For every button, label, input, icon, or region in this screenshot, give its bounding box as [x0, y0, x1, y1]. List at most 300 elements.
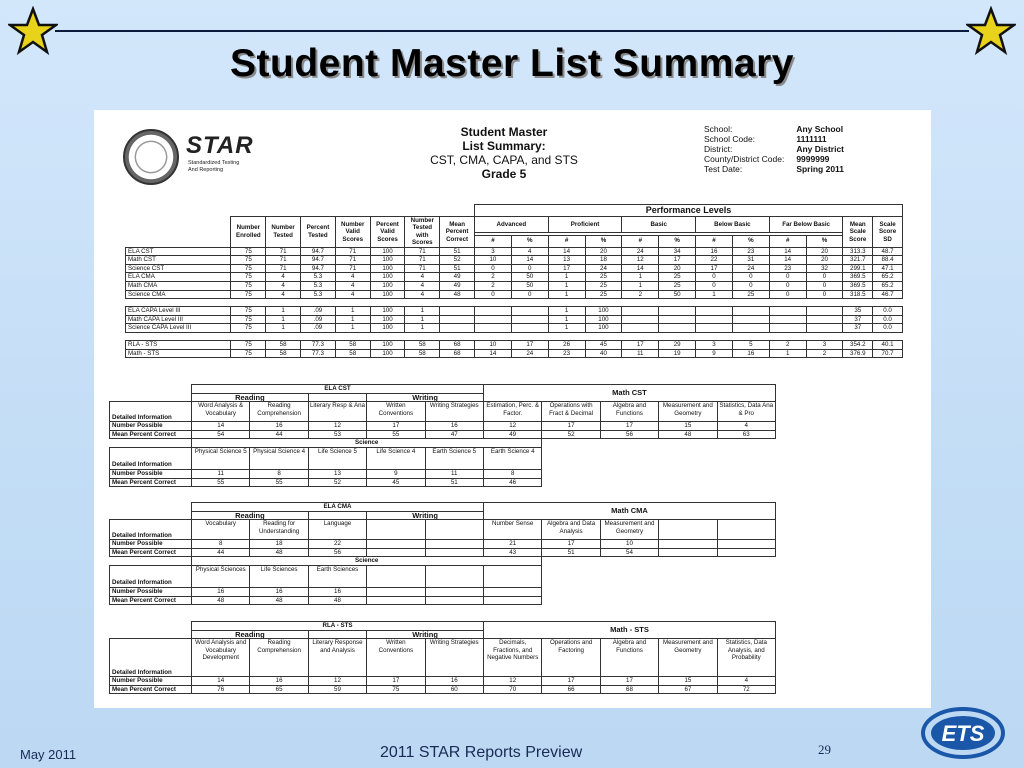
table-cell: 17: [542, 540, 600, 549]
ela-cma-math-cma-table: [109, 502, 834, 605]
table-cell: 40.1: [873, 340, 903, 349]
table-cell: 75: [231, 324, 266, 333]
table-cell: 1: [696, 290, 733, 299]
column-header: Earth Science 5: [425, 447, 483, 469]
table-cell: [511, 332, 548, 340]
section-title: ELA CMA: [192, 503, 484, 512]
table-cell: 12: [622, 256, 659, 265]
table-row: [110, 402, 834, 422]
table-row: [126, 282, 903, 291]
table-cell: 14: [511, 256, 548, 265]
table-cell: 100: [370, 256, 405, 265]
column-header: Life Science 4: [367, 447, 425, 469]
table-cell: [775, 430, 833, 439]
table-row: [126, 264, 903, 273]
table-cell: 50: [511, 282, 548, 291]
table-cell: 4: [335, 273, 370, 282]
info-value: 1111111: [796, 134, 827, 144]
table-cell: 100: [370, 273, 405, 282]
section-title: RLA - STS: [192, 622, 484, 631]
info-label: County/District Code:: [704, 154, 785, 164]
table-cell: 34: [659, 247, 696, 256]
table-cell: 1: [548, 290, 585, 299]
table-cell: [775, 422, 833, 431]
table-cell: 94.7: [301, 256, 336, 265]
column-header: Number Enrolled: [231, 217, 266, 248]
column-header: [659, 520, 717, 540]
table-cell: 369.5: [843, 273, 873, 282]
table-cell: 17: [600, 422, 658, 431]
info-label: Test Date:: [704, 164, 743, 174]
table-cell: 0: [806, 273, 843, 282]
table-cell: 71: [266, 264, 301, 273]
table-cell: [659, 540, 717, 549]
table-cell: [659, 332, 696, 340]
table-cell: 3: [806, 340, 843, 349]
table-cell: [231, 299, 266, 307]
table-cell: [659, 548, 717, 557]
table-cell: 11: [192, 469, 250, 478]
table-cell: 17: [542, 422, 600, 431]
row-label: ELA CMA: [126, 273, 231, 282]
table-cell: 71: [266, 256, 301, 265]
table-cell: [696, 324, 733, 333]
table-cell: 1: [405, 315, 440, 324]
table-cell: [308, 393, 366, 402]
table-cell: [440, 332, 475, 340]
table-row: [126, 256, 903, 265]
table-cell: 17: [659, 256, 696, 265]
ela-cst-math-cst-table: [109, 384, 834, 487]
table-cell: 10: [600, 540, 658, 549]
table-cell: 20: [806, 247, 843, 256]
column-header: [367, 520, 425, 540]
table-cell: 70: [484, 685, 542, 694]
table-cell: [622, 315, 659, 324]
table-cell: %: [585, 235, 622, 247]
table-cell: 50: [511, 273, 548, 282]
table-cell: [775, 402, 833, 422]
table-cell: 55: [192, 478, 250, 487]
table-cell: 100: [370, 247, 405, 256]
writing-header: Writing: [367, 393, 484, 402]
svg-text:ETS: ETS: [941, 721, 985, 746]
table-cell: 77.3: [301, 349, 336, 358]
table-cell: 68: [440, 340, 475, 349]
table-cell: 48: [250, 596, 308, 605]
table-cell: 75: [231, 349, 266, 358]
table-cell: 0: [769, 273, 806, 282]
table-cell: 0.0: [873, 324, 903, 333]
table-cell: 1: [548, 315, 585, 324]
table-cell: 37: [843, 324, 873, 333]
table-cell: [622, 332, 659, 340]
info-label: District:: [704, 144, 733, 154]
table-cell: 51: [425, 478, 483, 487]
column-header: Percent Tested: [301, 217, 336, 248]
table-cell: 100: [370, 264, 405, 273]
table-cell: [776, 548, 834, 557]
table-cell: [511, 299, 548, 307]
table-row: [110, 385, 834, 394]
table-cell: 47: [425, 430, 483, 439]
table-cell: 23: [769, 264, 806, 273]
table-cell: 75: [231, 307, 266, 316]
table-cell: 75: [367, 685, 425, 694]
table-cell: 76: [192, 685, 250, 694]
row-label: Number Possible: [110, 587, 192, 596]
table-cell: 10: [475, 256, 512, 265]
column-header: [717, 520, 775, 540]
table-cell: 1: [266, 307, 301, 316]
table-cell: 26: [548, 340, 585, 349]
table-cell: 58: [335, 340, 370, 349]
table-cell: 94.7: [301, 264, 336, 273]
table-cell: %: [511, 235, 548, 247]
table-cell: [776, 639, 834, 677]
table-cell: 0: [806, 290, 843, 299]
table-cell: 40: [585, 349, 622, 358]
table-cell: [335, 299, 370, 307]
table-cell: 51: [542, 548, 600, 557]
table-cell: 4: [405, 290, 440, 299]
column-header: Operations and Factoring: [542, 639, 600, 677]
table-cell: 0: [806, 282, 843, 291]
table-cell: 45: [367, 478, 425, 487]
table-cell: [370, 332, 405, 340]
row-label: Math - STS: [126, 349, 231, 358]
table-cell: [440, 307, 475, 316]
summary-table: [125, 204, 903, 358]
table-row: [126, 349, 903, 358]
table-cell: 18: [250, 540, 308, 549]
table-cell: 100: [370, 349, 405, 358]
table-cell: 2: [622, 290, 659, 299]
table-cell: 14: [192, 677, 250, 686]
table-cell: 0.0: [873, 315, 903, 324]
table-row: [704, 164, 850, 174]
table-cell: 68: [600, 685, 658, 694]
column-header: Written Conventions: [367, 402, 425, 422]
table-cell: .09: [301, 324, 336, 333]
table-row: [126, 299, 903, 307]
table-cell: [126, 235, 231, 247]
table-cell: 31: [732, 256, 769, 265]
row-label: Math CST: [126, 256, 231, 265]
table-row: [110, 565, 834, 587]
table-row: [110, 548, 834, 557]
table-cell: [769, 324, 806, 333]
column-header: Number Tested: [266, 217, 301, 248]
table-cell: 3: [696, 340, 733, 349]
table-cell: [776, 685, 834, 694]
table-row: [126, 332, 903, 340]
column-header: Vocabulary: [192, 520, 250, 540]
table-cell: 2: [475, 282, 512, 291]
table-cell: 4: [335, 282, 370, 291]
table-cell: 1: [335, 315, 370, 324]
column-header: Life Sciences: [250, 565, 308, 587]
table-row: [110, 587, 834, 596]
column-header: Earth Sciences: [308, 565, 366, 587]
table-cell: 1: [548, 307, 585, 316]
table-cell: 75: [231, 264, 266, 273]
table-cell: [475, 299, 512, 307]
column-header: Physical Science 4: [250, 447, 308, 469]
table-cell: 16: [192, 587, 250, 596]
table-cell: 65.2: [873, 282, 903, 291]
column-header: [425, 520, 483, 540]
table-cell: [425, 548, 483, 557]
table-cell: 25: [659, 273, 696, 282]
table-cell: 15: [659, 422, 717, 431]
column-header: Measurement and Geometry: [659, 639, 717, 677]
level-header: Basic: [622, 217, 696, 233]
table-cell: [231, 332, 266, 340]
table-cell: 4: [511, 247, 548, 256]
table-row: [126, 340, 903, 349]
table-cell: [542, 447, 834, 469]
row-label: ELA CST: [126, 247, 231, 256]
row-label: Science CAPA Level III: [126, 324, 231, 333]
table-cell: 24: [622, 247, 659, 256]
table-cell: 21: [483, 540, 541, 549]
row-label: Math CAPA Level III: [126, 315, 231, 324]
table-cell: 1: [548, 324, 585, 333]
table-cell: [806, 332, 843, 340]
table-cell: 43: [483, 548, 541, 557]
table-cell: [732, 299, 769, 307]
info-value: Spring 2011: [796, 164, 845, 174]
table-cell: [873, 299, 903, 307]
table-cell: 75: [231, 282, 266, 291]
table-cell: 71: [335, 264, 370, 273]
table-cell: 88.4: [873, 256, 903, 265]
column-header: Writing Strategies: [425, 639, 483, 677]
table-cell: [440, 324, 475, 333]
table-row: [110, 677, 834, 686]
table-cell: 58: [266, 349, 301, 358]
table-cell: [367, 587, 425, 596]
table-cell: [732, 315, 769, 324]
table-cell: 100: [370, 324, 405, 333]
table-cell: 1: [335, 324, 370, 333]
table-cell: .09: [301, 307, 336, 316]
table-cell: 49: [483, 430, 541, 439]
table-cell: [769, 299, 806, 307]
table-cell: 24: [732, 264, 769, 273]
table-cell: 100: [585, 307, 622, 316]
table-cell: 17: [542, 677, 600, 686]
footer-title: 2011 STAR Reports Preview: [380, 744, 583, 761]
level-header: Far Below Basic: [769, 217, 843, 233]
table-row: [110, 478, 834, 487]
table-cell: 4: [405, 273, 440, 282]
table-cell: #: [769, 235, 806, 247]
table-cell: 15: [659, 677, 717, 686]
table-row: [704, 124, 850, 134]
table-cell: .09: [301, 315, 336, 324]
table-cell: [776, 540, 834, 549]
table-cell: [475, 332, 512, 340]
column-header: Reading Comprehension: [250, 639, 308, 677]
table-cell: 72: [717, 685, 775, 694]
table-row: [110, 520, 834, 540]
table-cell: [425, 540, 483, 549]
table-row: [704, 144, 850, 154]
reading-header: Reading: [192, 511, 309, 520]
slide-title: Student Master List Summary: [230, 42, 794, 85]
table-cell: [806, 299, 843, 307]
table-cell: 68: [440, 349, 475, 358]
table-cell: 66: [542, 685, 600, 694]
table-cell: 24: [511, 349, 548, 358]
table-cell: 32: [806, 264, 843, 273]
table-cell: 13: [308, 469, 366, 478]
table-cell: [425, 587, 483, 596]
table-cell: 71: [335, 256, 370, 265]
table-cell: [511, 307, 548, 316]
table-cell: [732, 307, 769, 316]
table-cell: %: [659, 235, 696, 247]
table-cell: 10: [475, 340, 512, 349]
row-label: Detailed Information: [110, 447, 192, 469]
column-header: Number Sense: [483, 520, 541, 540]
table-row: [704, 134, 850, 144]
table-cell: 58: [405, 349, 440, 358]
table-cell: #: [696, 235, 733, 247]
row-label: Science CMA: [126, 290, 231, 299]
table-cell: 59: [308, 685, 366, 694]
table-cell: [475, 324, 512, 333]
table-cell: 75: [231, 290, 266, 299]
table-row: [126, 290, 903, 299]
table-cell: [483, 587, 541, 596]
table-cell: [367, 596, 425, 605]
table-cell: 14: [622, 264, 659, 273]
table-cell: 1: [769, 349, 806, 358]
table-cell: [301, 299, 336, 307]
table-cell: [622, 299, 659, 307]
column-header: [483, 565, 541, 587]
table-cell: 14: [769, 247, 806, 256]
table-cell: 11: [622, 349, 659, 358]
info-value: Any District: [796, 144, 845, 154]
row-label: ELA CAPA Level III: [126, 307, 231, 316]
table-cell: 1: [405, 324, 440, 333]
column-header: Algebra and Data Analysis: [542, 520, 600, 540]
table-cell: 70.7: [873, 349, 903, 358]
table-cell: 17: [600, 677, 658, 686]
table-cell: 100: [370, 282, 405, 291]
table-cell: 25: [732, 290, 769, 299]
table-cell: [776, 520, 834, 540]
table-row: [110, 503, 834, 512]
table-cell: 0: [696, 273, 733, 282]
table-cell: 0.0: [873, 307, 903, 316]
table-cell: [542, 596, 834, 605]
column-header: Literary Resp & Ana: [308, 402, 366, 422]
table-cell: 46.7: [873, 290, 903, 299]
column-header: Physical Sciences: [192, 565, 250, 587]
table-cell: [110, 385, 192, 402]
table-cell: 65.2: [873, 273, 903, 282]
table-cell: 52: [308, 478, 366, 487]
table-row: [704, 154, 850, 164]
table-cell: 75: [231, 247, 266, 256]
info-value: 9999999: [796, 154, 830, 164]
column-header: Writing Strategies: [425, 402, 483, 422]
table-cell: 17: [367, 422, 425, 431]
table-cell: [843, 299, 873, 307]
table-cell: 1: [266, 324, 301, 333]
table-cell: 17: [696, 264, 733, 273]
column-header: Word Analysis & Vocabulary: [192, 402, 250, 422]
table-cell: 8: [250, 469, 308, 478]
section-title: ELA CST: [192, 385, 484, 394]
table-cell: 48: [440, 290, 475, 299]
table-cell: [843, 332, 873, 340]
table-cell: 4: [717, 677, 775, 686]
table-cell: 58: [266, 340, 301, 349]
table-cell: [475, 307, 512, 316]
table-cell: 14: [548, 247, 585, 256]
table-cell: [110, 622, 192, 639]
ets-logo: [920, 706, 1006, 760]
table-cell: %: [732, 235, 769, 247]
table-cell: 56: [600, 430, 658, 439]
table-cell: 20: [659, 264, 696, 273]
info-label: School Code:: [704, 134, 756, 144]
table-cell: 16: [250, 587, 308, 596]
table-cell: 55: [367, 430, 425, 439]
table-cell: 17: [511, 340, 548, 349]
row-label: Number Possible: [110, 677, 192, 686]
column-header: Mean Scale Score: [843, 217, 873, 248]
column-header: Algebra and Functions: [600, 639, 658, 677]
column-header: Reading for Understanding: [250, 520, 308, 540]
column-header: Life Science 5: [308, 447, 366, 469]
table-cell: [717, 540, 775, 549]
table-cell: 4: [405, 282, 440, 291]
column-header: [367, 565, 425, 587]
table-cell: [126, 205, 475, 217]
table-cell: #: [475, 235, 512, 247]
row-label: Number Possible: [110, 540, 192, 549]
table-cell: 0: [475, 290, 512, 299]
table-cell: 56: [308, 548, 366, 557]
table-cell: 100: [370, 290, 405, 299]
table-cell: [301, 332, 336, 340]
column-header: Literary Response and Analysis: [308, 639, 366, 677]
table-cell: 71: [405, 256, 440, 265]
level-header: Proficient: [548, 217, 622, 233]
table-cell: [776, 677, 834, 686]
table-cell: 25: [585, 273, 622, 282]
row-label: Math CMA: [126, 282, 231, 291]
table-cell: [542, 478, 834, 487]
table-cell: 24: [585, 264, 622, 273]
table-cell: 52: [440, 256, 475, 265]
column-header: Number Valid Scores: [335, 217, 370, 248]
table-row: [126, 217, 903, 233]
table-cell: [542, 469, 834, 478]
table-row: [110, 622, 834, 631]
table-row: [110, 685, 834, 694]
table-cell: 18: [585, 256, 622, 265]
row-label: Detailed Information: [110, 565, 192, 587]
table-cell: [110, 503, 192, 520]
